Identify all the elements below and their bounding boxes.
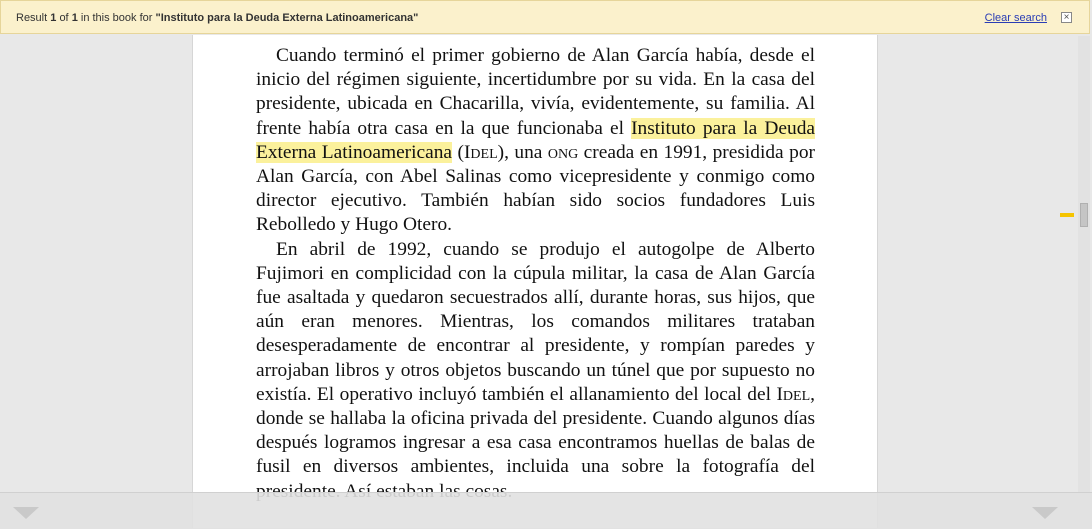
search-result-summary xyxy=(16,12,418,24)
result-total: 1 xyxy=(71,12,78,24)
scrollbar-thumb[interactable] xyxy=(1080,203,1088,227)
close-icon[interactable]: × xyxy=(1061,12,1072,23)
clear-search-link[interactable]: Clear search xyxy=(984,12,1047,24)
search-highlight: Instituto para la Deuda Externa Latinoamericana xyxy=(256,117,815,163)
paragraph-1: Cuando terminó el primer gobierno de Alan García había, desde el inicio del régimen siguiente, incertidumbre por su vida. En la casa del presidente, ubicada en Chacarilla, vivía, evidentemente, su familia. Al frente había otra casa en la que funcionaba el Instituto para la Deuda Externa Latinoamericana (Idel), una ong creada en 1991, presidida por Alan García, con Abel Salinas como vicepresidente y conmigo como director ejecutivo. También habían sido socios fundadores Luis Rebolledo y Hugo Otero. xyxy=(256,45,815,236)
triangle-down-icon[interactable] xyxy=(1032,507,1058,519)
result-middle-text: in this book for xyxy=(80,12,153,24)
abbreviation: ong xyxy=(547,141,579,163)
abbreviation: Idel xyxy=(776,383,811,405)
scrollbar-track[interactable] xyxy=(1078,36,1090,492)
result-of: of xyxy=(59,12,69,24)
search-result-bar xyxy=(0,0,1090,34)
book-page xyxy=(192,35,878,528)
paragraph-2: En abril de 1992, cuando se produjo el autogolpe de Alberto Fujimori en complicidad con la cúpula militar, la casa de Alan García fue asaltada y quedaron secuestrados allí, durante horas, sus hijos, que aún eran menores. Mientras, los comandos militares trataban desesperadamente de encontrar al presidente, y rompían paredes y arrojaban libros y otros objetos buscando un túnel que por supuesto no existía. El operativo incluyó también el allanamiento del local del Idel, donde se hallaba la oficina privada del presidente. Cuando algunos días después logramos ingresar a esa casa encontramos huellas de balas de fusil en diversos ambientes, incluida una sobre la fotografía del xyxy=(256,238,815,478)
triangle-down-icon[interactable] xyxy=(13,507,39,519)
result-current: 1 xyxy=(50,12,57,24)
page-text xyxy=(256,44,815,504)
search-hit-marker[interactable] xyxy=(1060,213,1074,217)
search-query: "Instituto para la Deuda Externa Latinoamericana" xyxy=(155,12,419,24)
bottom-navigation-bar xyxy=(0,492,1092,529)
abbreviation: Idel xyxy=(463,141,498,163)
result-prefix: Result xyxy=(16,12,48,24)
